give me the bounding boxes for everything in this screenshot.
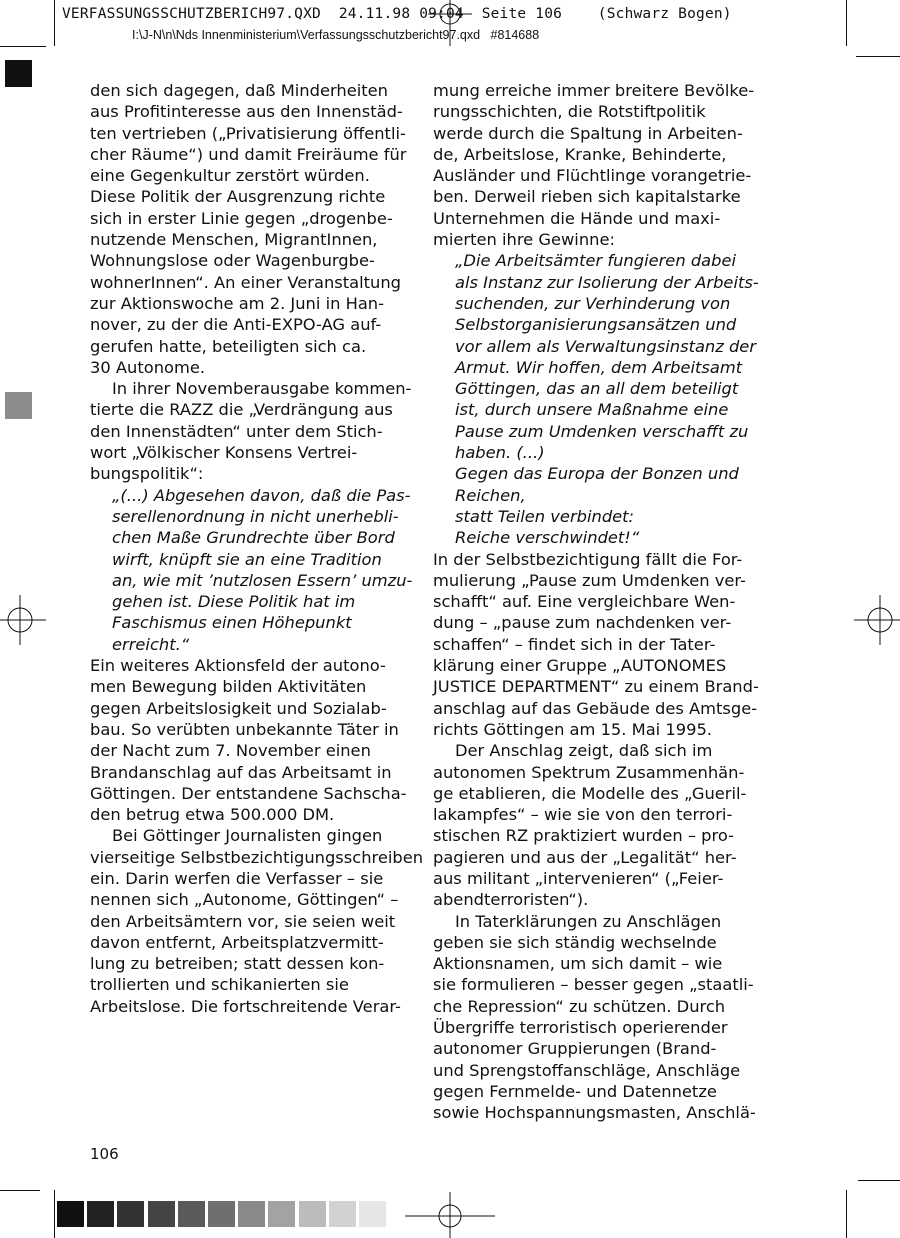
text-line: wort „Völkischer Konsens Vertrei-: [90, 443, 358, 463]
text-line: JUSTICE DEPARTMENT“ zu einem Brand-: [433, 677, 759, 697]
text-line: statt Teilen verbindet:: [455, 506, 635, 526]
text-line: schaffen“ – findet sich in der Tater-: [433, 634, 716, 654]
text-line: ist, durch unsere Maßnahme eine: [455, 400, 729, 420]
text-line: den Arbeitsämtern vor, sie seien weit: [90, 911, 396, 931]
text-line: nennen sich „Autonome, Göttingen“ –: [90, 890, 399, 910]
text-line: gegen Arbeitslosigkeit und Sozialab-: [90, 698, 387, 718]
text-line: richts Göttingen am 15. Mai 1995.: [433, 719, 712, 739]
text-line: nutzende Menschen, MigrantInnen,: [90, 230, 378, 250]
text-line: pagieren und aus der „Legalität“ her-: [433, 847, 737, 867]
color-swatch: [329, 1201, 356, 1227]
registration-mark-top: [420, 0, 480, 46]
text-line: Ausländer und Flüchtlinge vorangetrie-: [433, 166, 752, 186]
text-line: mierten ihre Gewinne:: [433, 230, 615, 250]
crop-mark-top-right-horizontal: [856, 56, 900, 57]
crop-mark-top-right-vertical: [846, 0, 847, 46]
text-line: nover, zu der die Anti-EXPO-AG auf-: [90, 315, 382, 335]
crop-mark-bottom-right-horizontal: [858, 1180, 900, 1181]
text-line: Übergriffe terroristisch operierender: [433, 1018, 728, 1038]
text-line: chen Maße Grundrechte über Bord: [112, 528, 395, 548]
text-line: Unternehmen die Hände und maxi-: [433, 208, 721, 228]
text-line: stischen RZ praktiziert wurden – pro-: [433, 826, 734, 846]
color-swatch: [299, 1201, 326, 1227]
text-line: den Innenstädten“ unter dem Stich-: [90, 421, 383, 441]
text-line: bau. So verübten unbekannte Täter in: [90, 719, 399, 739]
text-line: Arbeitslose. Die fortschreitende Verar-: [90, 996, 401, 1016]
text-line: an, wie mit ’nutzlosen Essern’ umzu-: [112, 570, 413, 590]
text-line: den betrug etwa 500.000 DM.: [90, 805, 335, 825]
text-line: de, Arbeitslose, Kranke, Behinderte,: [433, 144, 727, 164]
text-line: In der Selbstbezichtigung fällt die For-: [433, 549, 743, 569]
text-line: vierseitige Selbstbezichtigungsschreiben: [90, 847, 424, 867]
color-swatch: [117, 1201, 144, 1227]
text-line: vor allem als Verwaltungsinstanz der: [455, 336, 757, 356]
text-line: men Bewegung bilden Aktivitäten: [90, 677, 367, 697]
gray-marker-square: [5, 392, 32, 419]
text-line: „(...) Abgesehen davon, daß die Pas-: [112, 485, 411, 505]
color-swatch: [178, 1201, 205, 1227]
text-line: geben sie sich ständig wechselnde: [433, 932, 717, 952]
text-line: tierte die RAZZ die „Verdrängung aus: [90, 400, 393, 420]
text-line: Der Anschlag zeigt, daß sich im: [455, 741, 713, 761]
text-line: mung erreiche immer breitere Bevölke-: [433, 81, 755, 100]
text-line: sowie Hochspannungsmasten, Anschlä-: [433, 1103, 756, 1123]
text-line: erreicht.“: [112, 634, 190, 654]
crop-mark-bottom-left-vertical: [54, 1190, 55, 1238]
text-line: Brandanschlag auf das Arbeitsamt in: [90, 762, 392, 782]
text-line: den sich dagegen, daß Minderheiten: [90, 81, 388, 100]
text-line: cher Räume“) und damit Freiräume für: [90, 144, 407, 164]
text-line: ge etablieren, die Modelle des „Gueril-: [433, 783, 747, 803]
text-line: Selbstorganisierungsansätzen und: [455, 315, 737, 335]
text-line: 30 Autonome.: [90, 357, 206, 377]
text-line: als Instanz zur Isolierung der Arbeits-: [455, 272, 759, 292]
text-line: anschlag auf das Gebäude des Amtsge-: [433, 698, 758, 718]
text-line: gegen Fernmelde- und Datennetze: [433, 1081, 717, 1101]
text-line: zur Aktionswoche am 2. Juni in Han-: [90, 293, 385, 313]
text-line: Ein weiteres Aktionsfeld der autono-: [90, 656, 386, 676]
text-line: sich in erster Linie gegen „drogenbe-: [90, 208, 393, 228]
text-line: wirft, knüpft sie an eine Tradition: [112, 549, 382, 569]
text-line: Reiche verschwindet!“: [455, 528, 640, 548]
text-line: Göttingen, das an all dem beteiligt: [455, 379, 739, 399]
text-line: rungsschichten, die Rotstiftpolitik: [433, 102, 706, 122]
text-line: ein. Darin werfen die Verfasser – sie: [90, 868, 384, 888]
text-line: autonomen Spektrum Zusammenhän-: [433, 762, 745, 782]
text-line: Wohnungslose oder Wagenburgbe-: [90, 251, 375, 271]
right-column: [433, 80, 759, 1124]
text-line: ben. Derweil rieben sich kapitalstarke: [433, 187, 741, 207]
text-line: trollierten und schikanierten sie: [90, 975, 349, 995]
text-line: Göttingen. Der entstandene Sachscha-: [90, 783, 407, 803]
registration-mark-right: [854, 595, 900, 645]
text-line: Faschismus einen Höhepunkt: [112, 613, 352, 633]
text-line: und Sprengstoffanschläge, Anschläge: [433, 1060, 741, 1080]
text-line: wohnerInnen“. An einer Veranstaltung: [90, 272, 401, 292]
text-line: dung – „pause zum nachdenken ver-: [433, 613, 732, 633]
text-line: aus militant „intervenieren“ („Feier-: [433, 868, 724, 888]
text-line: haben. (...): [455, 443, 545, 463]
color-swatch: [208, 1201, 235, 1227]
color-swatch: [87, 1201, 114, 1227]
text-line: sie formulieren – besser gegen „staatli-: [433, 975, 754, 995]
text-line: davon entfernt, Arbeitsplatzvermitt-: [90, 932, 384, 952]
crop-mark-bottom-right-vertical: [846, 1190, 847, 1238]
text-line: schafft“ auf. Eine vergleichbare Wen-: [433, 592, 736, 612]
text-line: Gegen das Europa der Bonzen und: [455, 464, 739, 484]
text-line: Pause zum Umdenken verschafft zu: [455, 421, 749, 441]
text-line: der Nacht zum 7. November einen: [90, 741, 371, 761]
text-line: eine Gegenkultur zerstört würden.: [90, 166, 370, 186]
black-marker-square: [5, 60, 32, 87]
registration-mark-bottom: [405, 1192, 495, 1238]
text-line: Reichen,: [455, 485, 526, 505]
text-line: gerufen hatte, beteiligten sich ca.: [90, 336, 367, 356]
page-number: 106: [90, 1145, 119, 1163]
text-line: Armut. Wir hoffen, dem Arbeitsamt: [455, 357, 743, 377]
text-line: aus Profitinteresse aus den Innenstäd-: [90, 102, 403, 122]
color-swatch: [148, 1201, 175, 1227]
text-line: autonomer Gruppierungen (Brand-: [433, 1039, 717, 1059]
text-line: ten vertrieben („Privatisierung öffentli-: [90, 123, 406, 143]
text-line: „Die Arbeitsämter fungieren dabei: [455, 251, 737, 271]
text-line: Aktionsnamen, um sich damit – wie: [433, 954, 723, 974]
text-line: gehen ist. Diese Politik hat im: [112, 592, 356, 612]
text-line: bungspolitik“:: [90, 464, 204, 484]
print-slug: VERFASSUNGSSCHUTZBERICH97.QXD 24.11.98 09:04 Seite 106 (Schwarz Bogen): [62, 6, 732, 22]
crop-mark-bottom-left-horizontal: [0, 1190, 40, 1191]
text-line: mulierung „Pause zum Umdenken ver-: [433, 570, 746, 590]
color-swatch: [268, 1201, 295, 1227]
left-column: [90, 80, 424, 1017]
color-swatch: [57, 1201, 84, 1227]
text-line: suchenden, zur Verhinderung von: [455, 293, 731, 313]
crop-mark-top-left-horizontal: [0, 46, 46, 47]
text-line: werde durch die Spaltung in Arbeiten-: [433, 123, 743, 143]
text-line: In Taterklärungen zu Anschlägen: [455, 911, 722, 931]
color-swatch: [359, 1201, 386, 1227]
text-line: lakampfes“ – wie sie von den terrori-: [433, 805, 733, 825]
text-line: che Repression“ zu schützen. Durch: [433, 996, 726, 1016]
text-line: Diese Politik der Ausgrenzung richte: [90, 187, 386, 207]
text-line: abendterroristen“).: [433, 890, 589, 910]
text-line: serellenordnung in nicht unerhebli-: [112, 506, 399, 526]
text-line: Bei Göttinger Journalisten gingen: [112, 826, 383, 846]
color-swatch: [238, 1201, 265, 1227]
text-line: In ihrer Novemberausgabe kommen-: [112, 379, 412, 399]
text-line: lung zu betreiben; statt dessen kon-: [90, 954, 385, 974]
registration-mark-left: [0, 595, 46, 645]
crop-mark-top-left-vertical: [54, 0, 55, 46]
text-line: klärung einer Gruppe „AUTONOMES: [433, 656, 727, 676]
file-path: I:\J-N\n\Nds Innenministerium\Verfassungsschutzbericht97.qxd #814688: [132, 28, 540, 42]
